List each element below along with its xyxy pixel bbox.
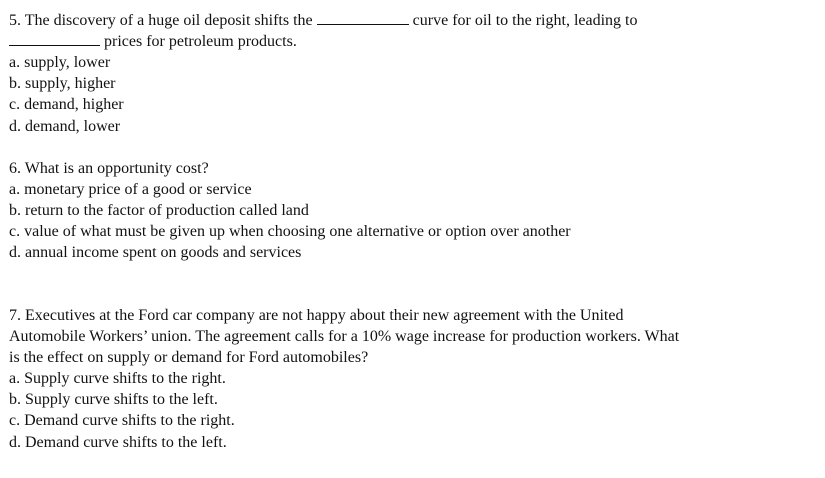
question-7-stem-line-2: Automobile Workers’ union. The agreement calls for a 10% wage increase for production workers. What: [9, 328, 680, 345]
question-6-option-a: a. monetary price of a good or service: [9, 181, 252, 198]
question-6-option-c: c. value of what must be given up when choosing one alternative or option over another: [9, 223, 571, 240]
question-7-option-a: a. Supply curve shifts to the right.: [9, 370, 226, 387]
question-5-option-c: c. demand, higher: [9, 96, 124, 113]
question-7-option-d: d. Demand curve shifts to the left.: [9, 434, 227, 451]
question-7-stem-line-3: is the effect on supply or demand for Ford automobiles?: [9, 349, 369, 366]
question-5-stem-line-1: [9, 10, 637, 31]
question-7-option-b: b. Supply curve shifts to the left.: [9, 391, 218, 408]
answer-blank: [9, 31, 100, 46]
question-6-option-d: d. annual income spent on goods and services: [9, 244, 302, 261]
question-5-option-d: d. demand, lower: [9, 118, 121, 135]
question-5-option-b: b. supply, higher: [9, 75, 116, 92]
question-6-option-b: b. return to the factor of production called land: [9, 202, 309, 219]
question-7-option-c: c. Demand curve shifts to the right.: [9, 412, 235, 429]
question-5-option-a: a. supply, lower: [9, 54, 111, 71]
question-5-stem-line-2: [9, 31, 297, 52]
answer-blank: [317, 10, 409, 25]
question-5-stem-part-1: 5. The discovery of a huge oil deposit shifts the: [9, 12, 317, 29]
question-5-stem-part-3: prices for petroleum products.: [100, 33, 297, 50]
question-6-stem: 6. What is an opportunity cost?: [9, 160, 209, 177]
question-5-stem-part-2: curve for oil to the right, leading to: [408, 12, 638, 29]
question-7-stem-line-1: 7. Executives at the Ford car company are not happy about their new agreement with the United: [9, 307, 624, 324]
